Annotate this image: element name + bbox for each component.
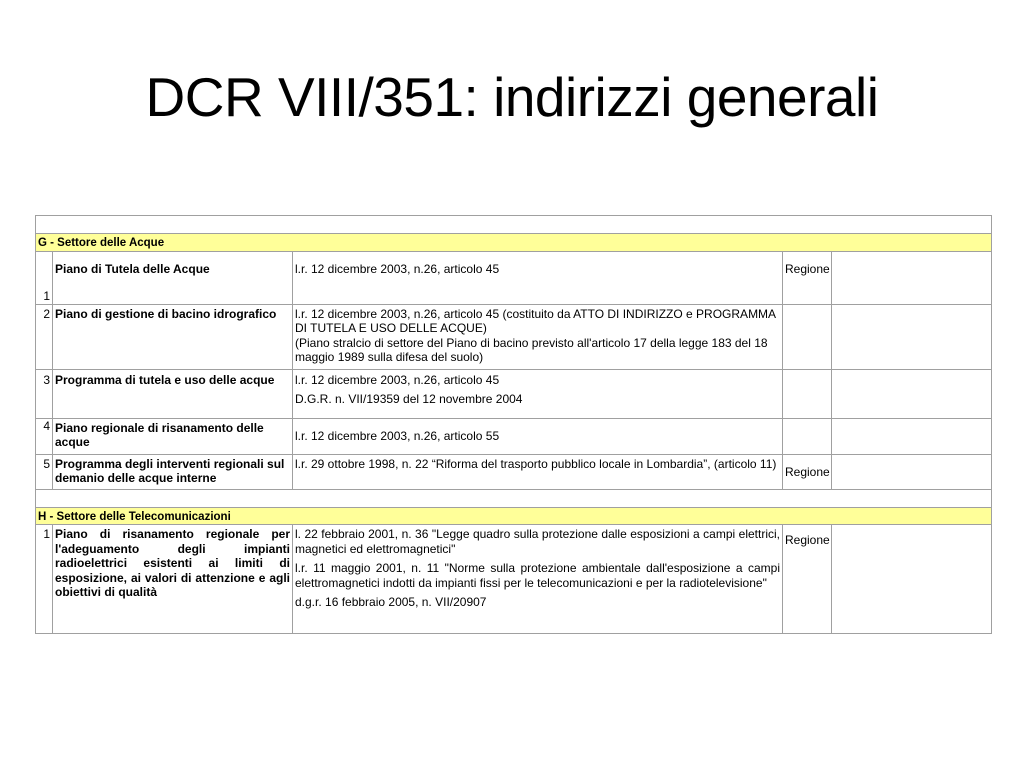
plan-name: Piano regionale di risanamento delle acque [53, 418, 293, 454]
authority: Regione [783, 525, 832, 634]
authority: Regione [783, 251, 832, 304]
empty-cell [832, 454, 992, 489]
table-spacer-row [36, 489, 992, 507]
legal-reference [293, 525, 783, 634]
authority [783, 369, 832, 418]
table-row [36, 304, 992, 369]
plan-name: Piano di gestione di bacino idrografico [53, 304, 293, 369]
legal-reference [293, 251, 783, 304]
table-row [36, 251, 992, 304]
plan-name: Programma degli interventi regionali sul demanio delle acque interne [53, 454, 293, 489]
legal-reference [293, 304, 783, 369]
legal-reference [293, 369, 783, 418]
reference-line: l.r. 12 dicembre 2003, n.26, articolo 45 [295, 372, 500, 387]
reference-line: D.G.R. n. VII/19359 del 12 novembre 2004 [295, 392, 523, 406]
section-header-g [36, 234, 992, 252]
section-label: G - Settore delle Acque [36, 234, 992, 252]
row-number: 2 [36, 304, 53, 369]
section-header-h [36, 507, 992, 525]
reference-line: l.r. 12 dicembre 2003, n.26, articolo 55 [295, 428, 500, 443]
table-row [36, 369, 992, 418]
row-number: 5 [36, 454, 53, 489]
reference-line: l.r. 12 dicembre 2003, n.26, articolo 45 (costituito da ATTO DI INDIRIZZO e PROGRAMMA DI TUTELA E USO DELLE ACQUE) [295, 306, 776, 335]
empty-cell [832, 251, 992, 304]
table-row [36, 418, 992, 454]
legal-reference [293, 418, 783, 454]
plans-table [35, 215, 992, 634]
plan-name: Programma di tutela e uso delle acque [53, 369, 293, 418]
table-row [36, 525, 992, 634]
row-number: 1 [36, 525, 53, 634]
table-row [36, 454, 992, 489]
empty-cell [832, 369, 992, 418]
section-label: H - Settore delle Telecomunicazioni [36, 507, 992, 525]
authority [783, 418, 832, 454]
plan-name: Piano di Tutela delle Acque [53, 251, 293, 304]
empty-cell [832, 304, 992, 369]
reference-line: l.r. 11 maggio 2001, n. 11 "Norme sulla protezione ambientale dall'esposizione a campi elettromagnetici indotti da impianti fissi per le telecomunicazioni e per la radiotelevisione" [295, 561, 780, 590]
empty-cell [832, 418, 992, 454]
reference-line: l.r. 12 dicembre 2003, n.26, articolo 45 [295, 261, 500, 276]
reference-line: l. 22 febbraio 2001, n. 36 "Legge quadro sulla protezione dalle esposizioni a campi elettrici, magnetici ed elettromagnetici" [295, 527, 780, 556]
reference-line: (Piano stralcio di settore del Piano di bacino previsto all'articolo 17 della legge 183 del 18 maggio 1989 sulla difesa del suolo) [295, 335, 768, 364]
row-number: 4 [36, 418, 53, 454]
table-spacer-row [36, 216, 992, 234]
legal-reference [293, 454, 783, 489]
empty-cell [832, 525, 992, 634]
row-number: 3 [36, 369, 53, 418]
plan-name: Piano di risanamento regionale per l'adeguamento degli impianti radioelettrici esistenti ai limiti di esposizione, ai valori di attenzione e agli obiettivi di qualità [53, 525, 293, 634]
row-number: 1 [36, 251, 53, 304]
reference-line: d.g.r. 16 febbraio 2005, n. VII/20907 [295, 595, 487, 609]
authority: Regione [783, 454, 832, 489]
slide-title: DCR VIII/351: indirizzi generali [145, 66, 879, 128]
authority [783, 304, 832, 369]
reference-line: l.r. 29 ottobre 1998, n. 22 “Riforma del trasporto pubblico locale in Lombardia”, (articolo 11) [295, 456, 777, 471]
